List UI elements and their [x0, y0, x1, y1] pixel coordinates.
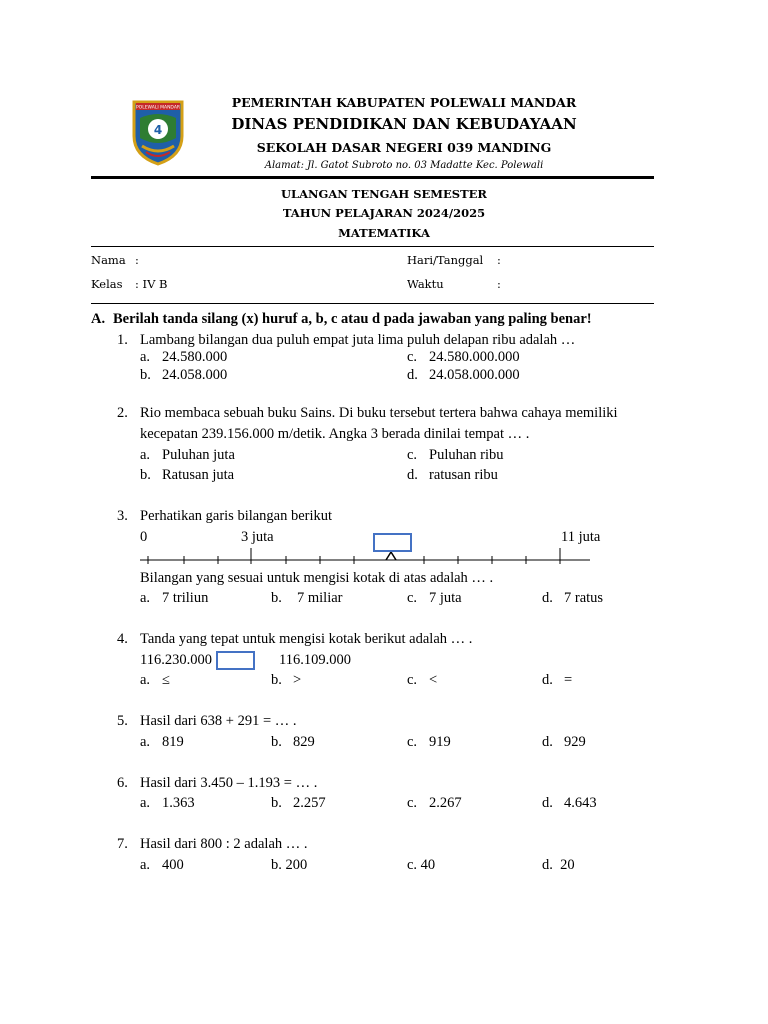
option-d[interactable]: d. 20	[542, 857, 575, 873]
option-b[interactable]: b. 200	[271, 857, 308, 873]
option-b[interactable]: b. Ratusan juta	[140, 467, 235, 483]
option-d[interactable]: d. 7 ratus	[542, 590, 604, 606]
question-text: Lambang bilangan dua puluh empat juta lima puluh delapan ribu adalah …	[140, 332, 576, 348]
question-text: Tanda yang tepat untuk mengisi kotak berikut adalah … .	[140, 631, 473, 647]
numberline-label-end: 11 juta	[561, 529, 601, 545]
option-c[interactable]: c. <	[407, 672, 438, 688]
waktu-label: Waktu	[407, 277, 444, 291]
option-c[interactable]: c. 40	[407, 857, 436, 873]
option-c[interactable]: c. 7 juta	[407, 590, 462, 606]
exam-year: TAHUN PELAJARAN 2024/2025	[282, 206, 486, 220]
option-d[interactable]: d. 24.058.000.000	[407, 367, 520, 383]
option-c[interactable]: c. 919	[407, 734, 451, 750]
option-b[interactable]: b. >	[271, 672, 302, 688]
section-letter: A.	[91, 311, 106, 327]
answer-box[interactable]	[373, 533, 412, 552]
option-a[interactable]: a. 24.580.000	[140, 349, 228, 365]
logo-banner-text: POLEWALI MANDAR	[135, 105, 181, 111]
waktu-colon: :	[497, 277, 501, 291]
header-government: PEMERINTAH KABUPATEN POLEWALI MANDAR	[231, 95, 577, 110]
header-divider	[91, 176, 654, 179]
option-a[interactable]: a. 1.363	[140, 795, 195, 811]
svg-text:4: 4	[153, 123, 163, 137]
exam-subject: MATEMATIKA	[338, 226, 430, 240]
option-a[interactable]: a. 400	[140, 857, 184, 873]
option-b[interactable]: b. 24.058.000	[140, 367, 228, 383]
compare-left-value: 116.230.000	[140, 652, 212, 668]
header-department: DINAS PENDIDIKAN DAN KEBUDAYAAN	[231, 115, 577, 133]
exam-title: ULANGAN TENGAH SEMESTER	[280, 187, 487, 201]
kelas-label: Kelas	[91, 277, 123, 291]
question-text: Hasil dari 3.450 – 1.193 = … .	[140, 775, 318, 791]
kelas-value: : IV B	[135, 277, 168, 291]
nama-colon: :	[135, 253, 139, 267]
question-number: 1.	[117, 332, 128, 348]
question-text-cont: kecepatan 239.156.000 m/detik. Angka 3 berada dinilai tempat … .	[140, 426, 530, 442]
option-d[interactable]: d. ratusan ribu	[407, 467, 498, 483]
option-d[interactable]: d. 929	[542, 734, 586, 750]
info-bottom-rule	[91, 303, 654, 304]
question-text: Rio membaca sebuah buku Sains. Di buku tersebut tertera bahwa cahaya memiliki	[140, 405, 618, 421]
nama-label: Nama	[91, 253, 126, 267]
hari-tanggal-colon: :	[497, 253, 501, 267]
section-instruction: Berilah tanda silang (x) huruf a, b, c atau d pada jawaban yang paling benar!	[113, 311, 592, 327]
question-text: Hasil dari 800 : 2 adalah … .	[140, 836, 308, 852]
option-b[interactable]: b. 829	[271, 734, 315, 750]
question-text: Hasil dari 638 + 291 = … .	[140, 713, 297, 729]
option-c[interactable]: c. 2.267	[407, 795, 462, 811]
option-a[interactable]: a. 7 triliun	[140, 590, 209, 606]
option-a[interactable]: a. ≤	[140, 672, 170, 688]
option-d[interactable]: d. 4.643	[542, 795, 597, 811]
option-a[interactable]: a. Puluhan juta	[140, 447, 235, 463]
option-c[interactable]: c. Puluhan ribu	[407, 447, 504, 463]
answer-box[interactable]	[216, 651, 255, 670]
header-school: SEKOLAH DASAR NEGERI 039 MANDING	[256, 140, 552, 155]
numberline-label-mid: 3 juta	[241, 529, 274, 545]
question-text-cont: Bilangan yang sesuai untuk mengisi kotak di atas adalah … .	[140, 570, 494, 586]
info-top-rule	[91, 246, 654, 247]
question-number: 5.	[117, 713, 128, 729]
compare-right-value: 116.109.000	[279, 652, 351, 668]
option-b[interactable]: b. 7 miliar	[271, 590, 343, 606]
question-number: 2.	[117, 405, 128, 421]
option-a[interactable]: a. 819	[140, 734, 184, 750]
option-b[interactable]: b. 2.257	[271, 795, 326, 811]
question-number: 3.	[117, 508, 128, 524]
option-d[interactable]: d. =	[542, 672, 573, 688]
question-number: 7.	[117, 836, 128, 852]
numberline-label-start: 0	[140, 529, 148, 545]
question-number: 4.	[117, 631, 128, 647]
hari-tanggal-label: Hari/Tanggal	[407, 253, 484, 267]
option-c[interactable]: c. 24.580.000.000	[407, 349, 520, 365]
question-number: 6.	[117, 775, 128, 791]
question-text: Perhatikan garis bilangan berikut	[140, 508, 333, 524]
header-address: Alamat: Jl. Gatot Subroto no. 03 Madatte Kec. Polewali	[264, 160, 544, 171]
